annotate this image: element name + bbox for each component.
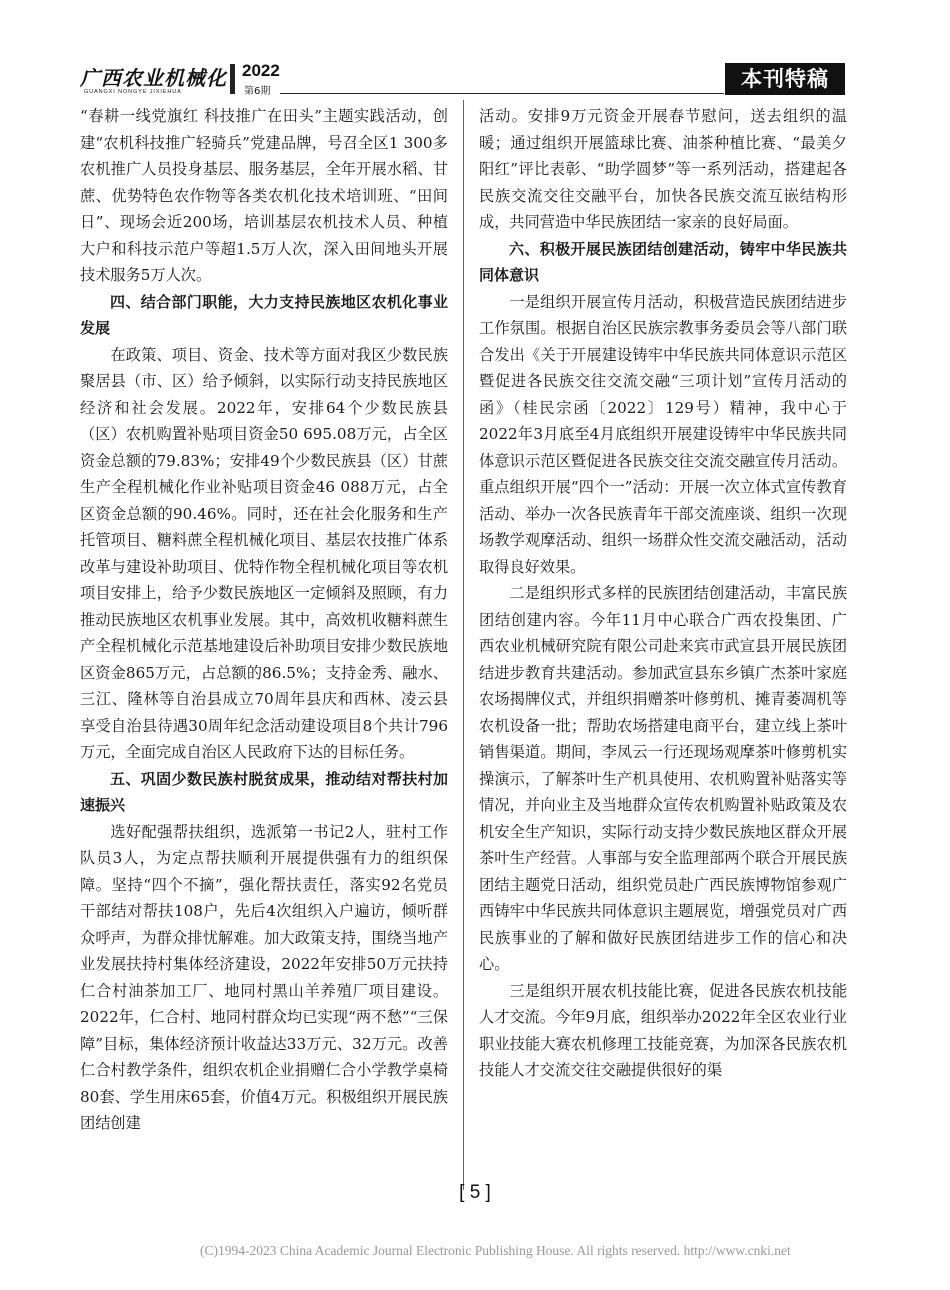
paragraph: 选好配强帮扶组织，选派第一书记2人，驻村工作队员3人，为定点帮扶顺利开展提供强有力的组织保障。坚持“四个不摘”，强化帮扶责任，落实92名党员干部结对帮扶108户，先后4次组织入户遍访，倾听群众呼声，为群众排忧解难。加大政策支持，围绕当地产业发展扶持村集体经济建设，2022年安排50万元扶持仁合村油茶加工厂、地同村黑山羊养殖厂项目建设。2022年，仁合村、地同村群众均已实现“两不愁”“三保障”目标，集体经济预计收益达33万元、32万元。改善仁合村教学条件，组织农机企业捐赠仁合小学教学桌椅80套、学生用床65套，价值4万元。积极组织开展民族团结创建 xyxy=(80,822,448,1132)
right-column xyxy=(479,103,847,1084)
page-header xyxy=(0,0,950,100)
paragraph: 在政策、项目、资金、技术等方面对我区少数民族聚居县（市、区）给予倾斜，以实际行动支持民族地区经济和社会发展。2022年，安排64个少数民族县（区）农机购置补贴项目资金50 695.08万元，占全区资金总额的79.83%；安排49个少数民族县（区）甘蔗生产全程机械化作业补贴项目资金46 088万元，占全区资金总额的90.46%。同时，还在社会化服务和生产托管项目、糖料蔗全程机械化项目、基层农技推广体系改革与建设补助项目、优特作物全程机械化项目等农机项目安排上，给予少数民族地区一定倾斜及照顾，有力推动民族地区农机事业发展。其中，高效机收糖料蔗生产全程机械化示范基地建设后补助项目安排少数民族地区资金865万元，占总额的86.5%；支持金秀、融水、三江、隆林等自治县成立70周年县庆和西林、凌云县享受自治县待遇30周年纪念活动建设项目8个共计796万元，全面完成自治区人民政府下达的目标任务。 xyxy=(80,345,448,761)
journal-logo: 广西农业机械化 xyxy=(80,66,227,90)
left-column xyxy=(80,103,448,1137)
journal-logo-pinyin: GUANGXI NONGYE JIXIEHUA xyxy=(84,89,182,95)
paragraph: 一是组织开展宣传月活动，积极营造民族团结进步工作氛围。根据自治区民族宗教事务委员会等八部门联合发出《关于开展建设铸牢中华民族共同体意识示范区暨促进各民族交往交流交融“三项计划”宣传月活动的函》（桂民宗函〔2022〕129号）精神，我中心于2022年3月底至4月底组织开展建设铸牢中华民族共同体意识示范区暨促进各民族交往交流交融宣传月活动。重点组织开展“四个一”活动：开展一次立体式宣传教育活动、举办一次各民族青年干部交流座谈、组织一次现场教学观摩活动、组织一场群众性交流交融活动，活动取得良好效果。 xyxy=(479,292,847,576)
paragraph: 活动。安排9万元资金开展春节慰问，送去组织的温暖；通过组织开展篮球比赛、油茶种植比赛、“最美夕阳红”评比表彰、“助学圆梦”等一系列活动，搭建起各民族交流交往交融平台，加快各民族交流互嵌结构形成，共同营造中华民族团结一家亲的良好局面。 xyxy=(479,107,847,231)
section-heading: 五、巩固少数民族村脱贫成果，推动结对帮扶村加速振兴 xyxy=(80,769,448,814)
issue-number: 第6期 xyxy=(244,86,271,97)
paragraph: “春耕一线党旗红 科技推广在田头”主题实践活动，创建“农机科技推广轻骑兵”党建品牌，号召全区1 300多农机推广人员投身基层、服务基层，全年开展水稻、甘蔗、优势特色农作物等各类农机化技术培训班、“田间日”、现场会近200场，培训基层农机技术人员、种植大户和科技示范户等超1.5万人次，深入田间地头开展技术服务5万人次。 xyxy=(80,107,448,284)
section-heading: 四、结合部门职能，大力支持民族地区农机化事业发展 xyxy=(80,292,448,337)
section-tag: 本刊特稿 xyxy=(725,63,845,95)
header-rule xyxy=(280,93,724,94)
paragraph: 二是组织形式多样的民族团结创建活动，丰富民族团结创建内容。今年11月中心联合广西农投集团、广西农业机械研究院有限公司赴来宾市武宣县开展民族团结进步教育共建活动。参加武宣县东乡镇广杰茶叶家庭农场揭牌仪式，并组织捐赠茶叶修剪机、摊青萎凋机等农机设备一批；帮助农场搭建电商平台，建立线上茶叶销售渠道。期间，李凤云一行还现场观摩茶叶修剪机实操演示，了解茶叶生产机具使用、农机购置补贴落实等情况，并向业主及当地群众宣传农机购置补贴政策及农机安全生产知识，实际行动支持少数民族地区群众开展茶叶生产经营。人事部与安全监理部两个联合开展民族团结主题党日活动，组织党员赴广西民族博物馆参观广西铸牢中华民族共同体意识主题展览，增强党员对广西民族事业的了解和做好民族团结进步工作的信心和决心。 xyxy=(479,584,847,973)
header-separator-bar xyxy=(230,64,235,94)
section-heading: 六、积极开展民族团结创建活动，铸牢中华民族共同体意识 xyxy=(479,239,847,284)
paragraph: 三是组织开展农机技能比赛，促进各民族农机技能人才交流。今年9月底，组织举办2022年全区农业行业职业技能大赛农机修理工技能竞赛，为加深各民族农机技能人才交流交往交融提供很好的渠 xyxy=(479,981,847,1079)
column-divider xyxy=(463,100,464,1190)
page-number: [ 5 ] xyxy=(459,1182,491,1203)
issue-year: 2022 xyxy=(242,61,280,80)
copyright-notice: (C)1994-2023 China Academic Journal Electronic Publishing House. All rights reserved. http://www.cnki.net xyxy=(200,1243,791,1258)
